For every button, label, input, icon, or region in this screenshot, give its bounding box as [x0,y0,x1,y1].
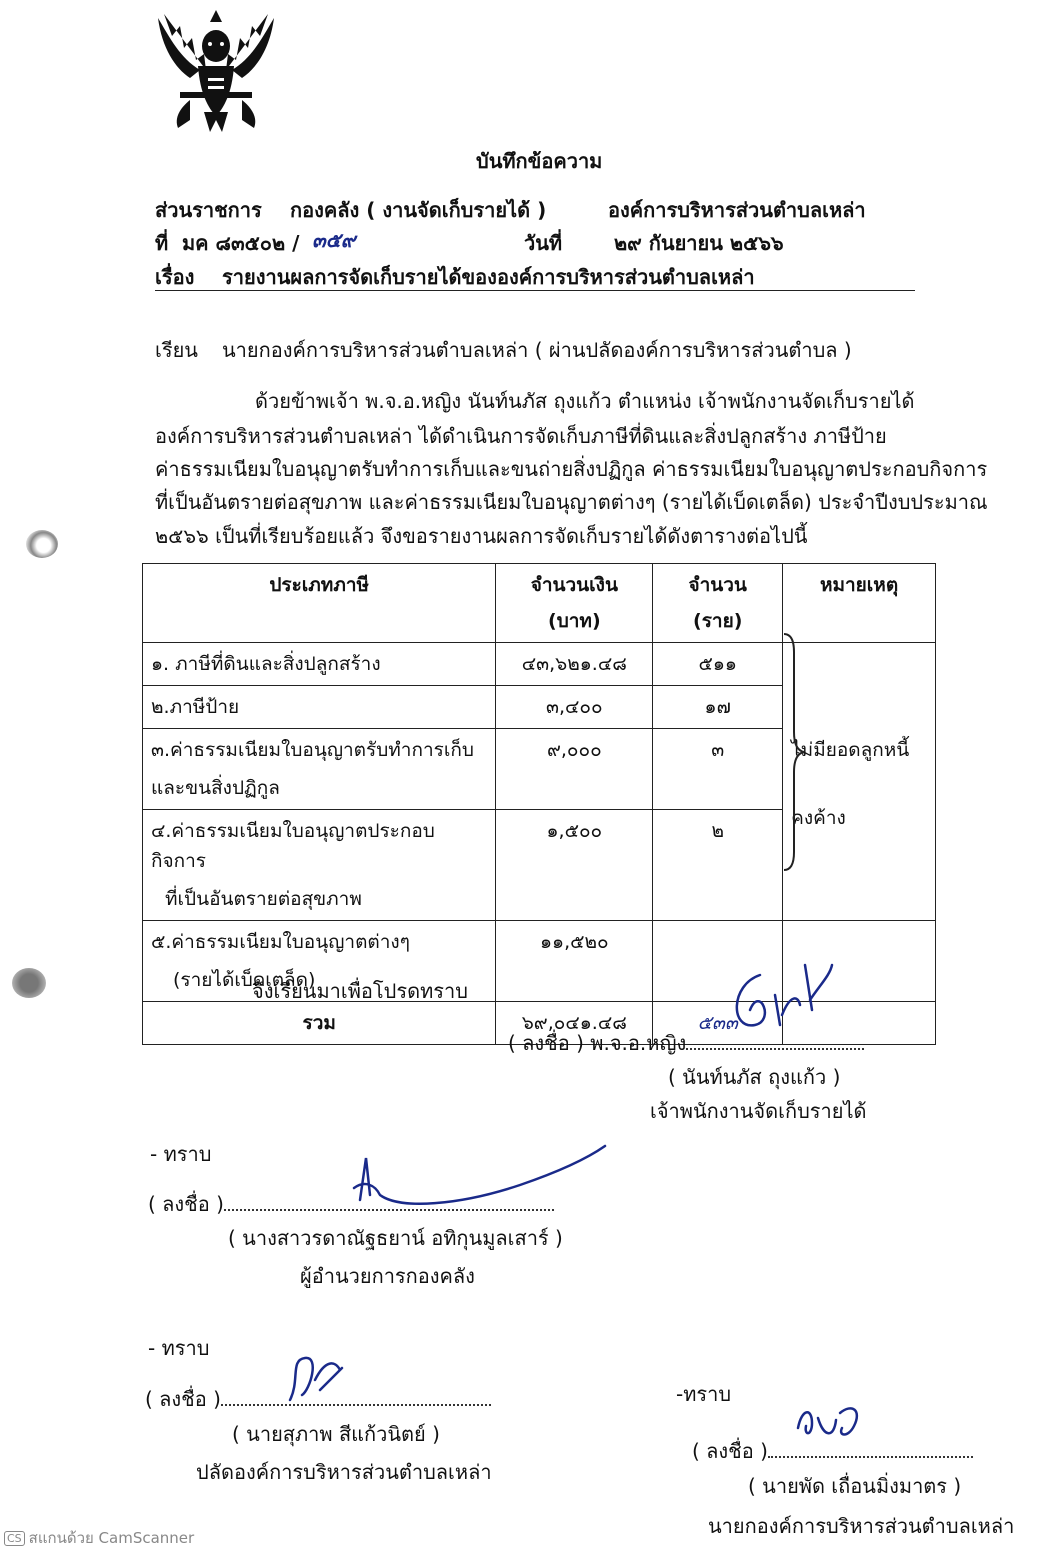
to-value: นายกองค์การบริหารส่วนตำบลเหล่า ( ผ่านปลัดองค์การบริหารส่วนตำบล ) [222,338,852,362]
row-count: ๑๗ [653,686,783,729]
ack1-label: - ทราบ [150,1142,212,1166]
agency-label: ส่วนราชการ [155,198,262,222]
camscanner-watermark: CS สแกนด้วย CamScanner [4,1526,194,1550]
ack3-sign-line: ( ลงชื่อ ) [692,1435,973,1467]
signer-position: เจ้าพนักงานจัดเก็บรายได้ [650,1099,867,1123]
table-row [143,643,936,686]
row-amount: ๔๓,๖๒๑.๔๘ [496,643,653,686]
body-line-5: ๒๕๖๖ เป็นที่เรียบร้อยแล้ว จึงขอรายงานผลการจัดเก็บรายได้ดังตารางต่อไปนี้ [155,524,808,548]
row-amount: ๑,๕๐๐ [496,810,653,921]
ack3-position: นายกองค์การบริหารส่วนตำบลเหล่า [708,1514,1015,1538]
garuda-emblem-icon [150,8,282,134]
ref-label: ที่ [155,231,169,255]
page-title: บันทึกข้อความ [476,149,603,173]
signature-icon [720,955,840,1035]
ref-handwritten: ๓๕๙ [312,228,356,252]
row-amount: ๓,๔๐๐ [496,686,653,729]
agency-org: องค์การบริหารส่วนตำบลเหล่า [608,198,866,222]
row-count: ๒ [653,810,783,921]
ack1-sign-line: ( ลงชื่อ ) [148,1188,554,1220]
note-line-1: ไม่มียอดลูกหนี้ [791,739,910,761]
ack3-label: -ทราบ [676,1382,732,1406]
row-type: ๓.ค่าธรรมเนียมใบอนุญาตรับทำการเก็บ และขนสิ่งปฏิกูล [143,729,496,810]
ack2-label: - ทราบ [148,1336,210,1360]
signer-sign-line: ( ลงชื่อ ) พ.จ.อ.หญิง [508,1027,864,1059]
ack2-position: ปลัดองค์การบริหารส่วนตำบลเหล่า [196,1460,492,1484]
signer-name: ( นันท์นภัส ถุงแก้ว ) [668,1065,841,1089]
ack3-name: ( นายพัด เถื่อนมิ่งมาตร ) [748,1474,962,1498]
ack2-sign-line: ( ลงชื่อ ) [145,1383,491,1415]
row-count: ๕๑๑ [653,643,783,686]
brace-icon [782,632,806,872]
ack2-name: ( นายสุภาพ สีแก้วนิตย์ ) [232,1422,440,1446]
header-divider [155,290,915,291]
camscanner-logo-icon: CS [4,1531,25,1546]
date-label: วันที่ [524,231,563,255]
row-amount: ๙,๐๐๐ [496,729,653,810]
ack1-name: ( นางสาวรดาณัฐธยาน์ อทิกุนมูลเสาร์ ) [228,1226,563,1250]
total-count: ๕๓๓ [653,1002,783,1045]
row-count: ๓ [653,729,783,810]
table-header-row [143,564,936,643]
total-label: รวม [143,1002,496,1045]
body-line-4: ที่เป็นอันตรายต่อสุขภาพ และค่าธรรมเนียมใบอนุญาตต่างๆ (รายได้เบ็ดเตล็ด) ประจำปีงบประมาณ [155,490,988,514]
body-line-1: ด้วยข้าพเจ้า พ.จ.อ.หญิง นันท์นภัส ถุงแก้ว ตำแหน่ง เจ้าพนักงานจัดเก็บรายได้ [255,389,915,413]
header-amount: จำนวนเงิน (บาท) [496,564,653,643]
punch-hole-bottom [12,968,46,998]
header-count: จำนวน (ราย) [653,564,783,643]
row-type: ๑. ภาษีที่ดินและสิ่งปลูกสร้าง [143,643,496,686]
agency-value: กองคลัง ( งานจัดเก็บรายได้ ) [290,198,547,222]
header-type: ประเภทภาษี [143,564,496,643]
note-line-2: คงค้าง [791,807,846,829]
ref-value: มค ๘๓๕๐๒ / [182,231,300,255]
row-type: ๒.ภาษีป้าย [143,686,496,729]
to-label: เรียน [155,338,198,362]
row-type: ๕.ค่าธรรมเนียมใบอนุญาตต่างๆ (รายได้เบ็ดเตล็ด) [143,921,496,1002]
row-amount: ๑๑,๕๒๐ [496,921,653,1002]
body-line-3: ค่าธรรมเนียมใบอนุญาตรับทำการเก็บและขนถ่ายสิ่งปฏิกูล ค่าธรรมเนียมใบอนุญาตประกอบกิจการ [155,457,988,481]
subject-value: รายงานผลการจัดเก็บรายได้ขององค์การบริหารส่วนตำบลเหล่า [222,265,755,289]
body-line-2: องค์การบริหารส่วนตำบลเหล่า ได้ดำเนินการจัดเก็บภาษีที่ดินและสิ่งปลูกสร้าง ภาษีป้าย [155,424,887,448]
punch-hole-top [26,530,58,558]
subject-label: เรื่อง [155,265,195,289]
header-note: หมายเหตุ [783,564,936,643]
date-value: ๒๙ กันยายน ๒๕๖๖ [614,231,784,255]
ack1-position: ผู้อำนวยการกองคลัง [300,1264,475,1288]
closing-text: จึงเรียนมาเพื่อโปรดทราบ [252,979,468,1003]
total-amount: ๖๙,๐๔๑.๔๘ [496,1002,653,1045]
row-type: ๔.ค่าธรรมเนียมใบอนุญาตประกอบกิจการ ที่เป็นอันตรายต่อสุขภาพ [143,810,496,921]
